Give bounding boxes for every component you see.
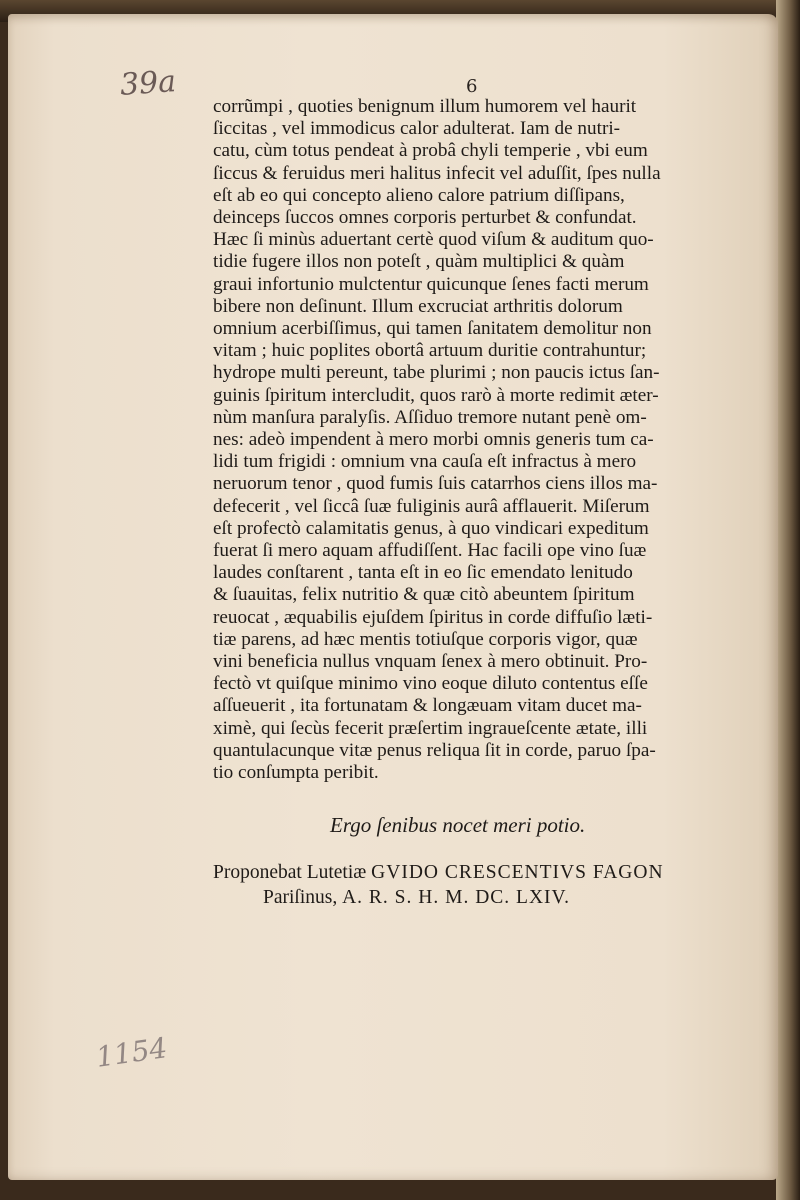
text-line: & ſuauitas, felix nutritio & quæ citò abeuntem ſpiritum	[213, 584, 635, 606]
text-line: fectò vt quiſque minimo vino eoque diluto contentus eſſe	[213, 673, 648, 695]
text-line: catu, cùm totus pendeat à probâ chyli temperie , vbi eum	[213, 140, 648, 162]
text-line: reuocat , æquabilis ejuſdem ſpiritus in corde diffuſio læti-	[213, 606, 653, 628]
text-line: lidi tum frigidi : omnium vna cauſa eſt infractus à mero	[213, 451, 637, 473]
text-line: nùm manſura paralyſis. Aſſiduo tremore nutant penè om-	[213, 406, 647, 428]
text-line: eſt ab eo qui concepto alieno calore patrium diſſipans,	[213, 184, 625, 206]
text-line: ximè, qui ſecùs fecerit præſertim ingraueſcente ætate, illi	[213, 717, 648, 739]
text-line: corrũmpi , quoties benignum illum humorem vel haurit	[213, 96, 637, 117]
text-line: tiæ parens, ad hæc mentis totiuſque corporis vigor, quæ	[213, 628, 638, 650]
text-line: hydrope multi pereunt, tabe plurimi ; non paucis ictus ſan-	[213, 362, 660, 384]
text-line: bibere non deſinunt. Illum excruciat arthritis dolorum	[213, 295, 623, 317]
colophon-author: GVIDO CRESCENTIVS FAGON	[371, 862, 664, 883]
text-line: vini beneficia nullus vnquam ſenex à mero obtinuit. Pro-	[213, 651, 648, 673]
text-line: aſſueuerit , ita fortunatam & longæuam vitam ducet ma-	[213, 695, 642, 717]
text-line: Hæc ſi minùs aduertant certè quod viſum & auditum quo-	[213, 229, 654, 251]
text-line: quantulacunque vitæ penus reliqua ſit in corde, paruo ſpa-	[213, 739, 656, 761]
colophon	[213, 860, 753, 910]
book-right-edge	[776, 0, 800, 1200]
text-line: graui infortunio mulctentur quicunque ſenes facti merum	[213, 273, 649, 295]
conclusion-line: Ergo ſenibus nocet meri potio.	[330, 813, 586, 837]
colophon-origin: Pariſinus,	[263, 887, 338, 908]
text-line: eſt profectò calamitatis genus, à quo vindicari expeditum	[213, 517, 649, 539]
text-line: neruorum tenor , quod fumis ſuis catarrhos ciens illos ma-	[213, 473, 658, 495]
text-line: ſiccitas , vel immodicus calor adulterat. Iam de nutri-	[213, 118, 621, 140]
text-line: defecerit , vel ſiccâ ſuæ fuliginis aurâ afflauerit. Miſerum	[213, 495, 650, 517]
text-line: tio conſumpta peribit.	[213, 762, 379, 784]
text-line: nes: adeò impendent à mero morbi omnis generis tum ca-	[213, 429, 654, 451]
manuscript-note-bottom: 1154	[94, 1031, 170, 1074]
text-line: fuerat ſi mero aquam affudiſſent. Hac facili ope vino ſuæ	[213, 540, 647, 562]
colophon-date: A. R. S. H. M. DC. LXIV.	[342, 887, 570, 908]
manuscript-note-top: 39a	[118, 64, 178, 103]
text-line: tidie fugere illos non poteſt , quàm multiplici & quàm	[213, 251, 625, 273]
colophon-place: Proponebat Lutetiæ	[213, 862, 367, 883]
colophon-line-2	[213, 885, 753, 910]
page-number: 6	[466, 76, 478, 97]
text-line: deinceps ſuccos omnes corporis perturbet & confundat.	[213, 207, 637, 229]
colophon-line-1	[213, 860, 753, 885]
body-text	[213, 96, 743, 784]
text-line: omnium acerbiſſimus, qui tamen ſanitatem demolitur non	[213, 318, 652, 340]
text-line: vitam ; huic poplites obortâ artuum duritie contrahuntur;	[213, 340, 647, 362]
text-line: laudes conſtarent , tanta eſt in eo ſic emendato lenitudo	[213, 562, 633, 584]
text-line: ſiccus & feruidus meri halitus infecit vel aduſſit, ſpes nulla	[213, 162, 661, 184]
text-line: guinis ſpiritum intercludit, quos rarò à morte redimit æter-	[213, 384, 659, 406]
